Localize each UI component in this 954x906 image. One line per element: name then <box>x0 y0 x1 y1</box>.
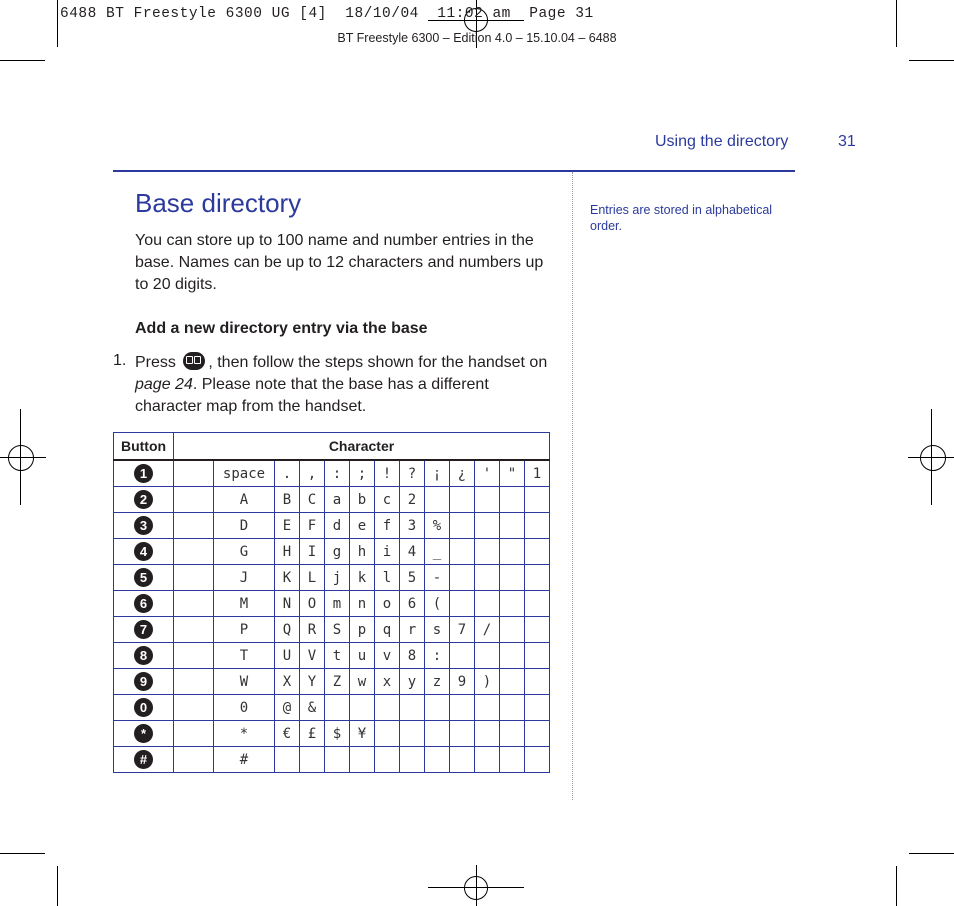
print-slug: 6488 BT Freestyle 6300 UG [4] 18/10/04 11:02 am Page 31 <box>60 6 594 22</box>
step-text-middle: , then follow the steps shown for the handset on <box>208 354 548 371</box>
character-cell <box>350 747 375 773</box>
character-cell: p <box>350 617 375 643</box>
character-cell <box>450 513 475 539</box>
table-row <box>114 487 550 513</box>
keypad-key-icon: 0 <box>134 698 153 717</box>
keypad-key-icon: 4 <box>134 542 153 561</box>
keypad-key-icon: 8 <box>134 646 153 665</box>
character-cell: 6 <box>400 591 425 617</box>
page-title: Base directory <box>135 188 302 218</box>
character-cell: O <box>300 591 325 617</box>
button-cell <box>114 487 174 513</box>
character-cell <box>475 487 500 513</box>
side-note: Entries are stored in alphabetical order. <box>590 203 773 233</box>
table-body <box>114 460 550 773</box>
character-cell <box>525 643 550 669</box>
character-cell <box>525 695 550 721</box>
character-cell: # <box>214 747 275 773</box>
character-cell <box>500 643 525 669</box>
table-row <box>114 695 550 721</box>
registration-mark <box>464 876 488 900</box>
character-cell <box>500 747 525 773</box>
crop-mark <box>0 60 45 61</box>
step-text-start: Press <box>135 354 181 371</box>
character-cell: s <box>425 617 450 643</box>
character-cell <box>375 695 400 721</box>
character-cell <box>450 721 475 747</box>
character-cell: m <box>325 591 350 617</box>
keypad-key-icon: 5 <box>134 568 153 587</box>
character-cell: 7 <box>450 617 475 643</box>
character-cell: 9 <box>450 669 475 695</box>
character-cell <box>500 487 525 513</box>
character-cell: W <box>214 669 275 695</box>
button-cell <box>114 460 174 487</box>
crop-mark <box>0 853 45 854</box>
character-cell <box>475 539 500 565</box>
character-cell <box>400 747 425 773</box>
character-cell: U <box>275 643 300 669</box>
character-map-table <box>113 432 550 773</box>
character-cell: I <box>300 539 325 565</box>
character-cell: c <box>375 487 400 513</box>
character-cell <box>350 695 375 721</box>
character-cell <box>525 487 550 513</box>
table-row <box>114 721 550 747</box>
table-row <box>114 513 550 539</box>
character-cell: D <box>214 513 275 539</box>
character-cell <box>425 487 450 513</box>
keypad-key-icon: 3 <box>134 516 153 535</box>
keypad-key-icon: 1 <box>134 464 153 483</box>
section-subheading: Add a new directory entry via the base <box>135 320 428 337</box>
character-cell: T <box>214 643 275 669</box>
spacer-cell <box>174 669 214 695</box>
character-cell <box>325 747 350 773</box>
character-cell: J <box>214 565 275 591</box>
table-row <box>114 539 550 565</box>
character-cell: space <box>214 460 275 487</box>
intro-paragraph: You can store up to 100 name and number entries in the base. Names can be up to 12 characters and numbers up to 20 digits. <box>135 232 544 293</box>
character-cell: ( <box>425 591 450 617</box>
character-cell: / <box>475 617 500 643</box>
crop-mark <box>909 853 954 854</box>
character-cell: j <box>325 565 350 591</box>
character-cell <box>475 747 500 773</box>
character-cell <box>500 591 525 617</box>
character-cell <box>375 721 400 747</box>
character-cell <box>475 695 500 721</box>
button-cell <box>114 643 174 669</box>
character-cell <box>300 747 325 773</box>
spacer-cell <box>174 747 214 773</box>
page-number: 31 <box>838 133 856 150</box>
running-header: Using the directory <box>655 133 789 150</box>
character-cell: % <box>425 513 450 539</box>
table-row <box>114 643 550 669</box>
character-cell: o <box>375 591 400 617</box>
character-cell: w <box>350 669 375 695</box>
spacer-cell <box>174 721 214 747</box>
character-cell: X <box>275 669 300 695</box>
registration-mark <box>8 445 34 471</box>
character-cell <box>425 721 450 747</box>
spacer-cell <box>174 513 214 539</box>
spacer-cell <box>174 643 214 669</box>
character-cell <box>450 643 475 669</box>
character-cell <box>500 695 525 721</box>
button-cell <box>114 539 174 565</box>
character-cell <box>500 669 525 695</box>
edition-line: BT Freestyle 6300 – Edition 4.0 – 15.10.04 – 6488 <box>337 31 617 45</box>
character-cell <box>400 695 425 721</box>
spacer-cell <box>174 591 214 617</box>
character-cell <box>525 721 550 747</box>
button-cell <box>114 513 174 539</box>
character-cell: . <box>275 460 300 487</box>
character-cell: ? <box>400 460 425 487</box>
button-cell <box>114 747 174 773</box>
keypad-key-icon: 7 <box>134 620 153 639</box>
table-row <box>114 669 550 695</box>
spacer-cell <box>174 565 214 591</box>
table-row <box>114 591 550 617</box>
character-cell: A <box>214 487 275 513</box>
spacer-cell <box>174 695 214 721</box>
character-cell: n <box>350 591 375 617</box>
page-reference: page 24 <box>135 376 193 393</box>
character-cell: N <box>275 591 300 617</box>
character-cell <box>325 695 350 721</box>
character-cell <box>500 539 525 565</box>
keypad-key-icon: 2 <box>134 490 153 509</box>
character-cell <box>475 721 500 747</box>
character-cell: r <box>400 617 425 643</box>
character-cell: l <box>375 565 400 591</box>
button-cell <box>114 591 174 617</box>
character-cell: $ <box>325 721 350 747</box>
step-number: 1. <box>113 352 127 369</box>
character-cell <box>425 747 450 773</box>
character-cell: ) <box>475 669 500 695</box>
character-cell: e <box>350 513 375 539</box>
character-cell <box>450 747 475 773</box>
button-cell <box>114 669 174 695</box>
character-cell: @ <box>275 695 300 721</box>
character-cell: R <box>300 617 325 643</box>
character-cell <box>275 747 300 773</box>
character-cell: , <box>300 460 325 487</box>
spacer-cell <box>174 617 214 643</box>
character-cell: 0 <box>214 695 275 721</box>
character-cell: t <box>325 643 350 669</box>
character-cell: C <box>300 487 325 513</box>
character-cell <box>500 513 525 539</box>
character-cell <box>525 565 550 591</box>
character-cell: 2 <box>400 487 425 513</box>
column-header-character: Character <box>174 433 550 461</box>
character-cell <box>450 695 475 721</box>
character-cell: u <box>350 643 375 669</box>
spacer-cell <box>174 460 214 487</box>
column-header-button: Button <box>114 433 174 461</box>
character-cell: Z <box>325 669 350 695</box>
character-cell: y <box>400 669 425 695</box>
character-cell: v <box>375 643 400 669</box>
button-cell <box>114 695 174 721</box>
character-cell: 8 <box>400 643 425 669</box>
step-text <box>135 352 555 418</box>
table-row <box>114 460 550 487</box>
character-cell: f <box>375 513 400 539</box>
directory-book-key-icon <box>183 352 205 370</box>
spacer-cell <box>174 487 214 513</box>
character-cell: ¥ <box>350 721 375 747</box>
character-cell: & <box>300 695 325 721</box>
column-divider <box>572 172 573 800</box>
character-cell: g <box>325 539 350 565</box>
character-cell: q <box>375 617 400 643</box>
character-cell: i <box>375 539 400 565</box>
character-cell <box>400 721 425 747</box>
character-cell <box>475 643 500 669</box>
character-cell: Q <box>275 617 300 643</box>
button-cell <box>114 617 174 643</box>
character-cell <box>475 565 500 591</box>
character-cell: a <box>325 487 350 513</box>
character-cell <box>525 539 550 565</box>
button-cell <box>114 721 174 747</box>
character-cell: M <box>214 591 275 617</box>
character-cell: L <box>300 565 325 591</box>
character-cell: B <box>275 487 300 513</box>
character-cell: x <box>375 669 400 695</box>
character-cell: K <box>275 565 300 591</box>
character-cell: : <box>425 643 450 669</box>
character-cell: € <box>275 721 300 747</box>
table-row <box>114 617 550 643</box>
character-cell: : <box>325 460 350 487</box>
character-cell <box>500 565 525 591</box>
character-cell <box>525 669 550 695</box>
character-cell: V <box>300 643 325 669</box>
step-text-end: . Please note that the base has a different character map from the handset. <box>135 376 489 415</box>
character-cell: G <box>214 539 275 565</box>
character-cell: E <box>275 513 300 539</box>
character-cell: " <box>500 460 525 487</box>
character-cell: H <box>275 539 300 565</box>
character-cell: 4 <box>400 539 425 565</box>
character-cell <box>375 747 400 773</box>
character-cell: z <box>425 669 450 695</box>
table-row <box>114 747 550 773</box>
character-cell: 5 <box>400 565 425 591</box>
character-cell <box>475 591 500 617</box>
character-cell: - <box>425 565 450 591</box>
character-cell: ¿ <box>450 460 475 487</box>
character-cell: ¡ <box>425 460 450 487</box>
crop-mark <box>896 866 897 906</box>
character-cell <box>500 721 525 747</box>
character-cell: ! <box>375 460 400 487</box>
keypad-key-icon: 6 <box>134 594 153 613</box>
character-cell <box>425 695 450 721</box>
character-cell <box>450 539 475 565</box>
crop-mark <box>57 866 58 906</box>
character-cell: b <box>350 487 375 513</box>
table-header-row <box>114 433 550 461</box>
spacer-cell <box>174 539 214 565</box>
character-cell <box>475 513 500 539</box>
registration-mark <box>920 445 946 471</box>
character-cell <box>525 617 550 643</box>
header-rule <box>113 170 795 172</box>
character-cell <box>525 747 550 773</box>
character-cell: 1 <box>525 460 550 487</box>
character-cell: £ <box>300 721 325 747</box>
character-cell: ' <box>475 460 500 487</box>
character-cell <box>450 487 475 513</box>
button-cell <box>114 565 174 591</box>
table-row <box>114 565 550 591</box>
character-cell: _ <box>425 539 450 565</box>
character-cell <box>525 513 550 539</box>
character-cell: h <box>350 539 375 565</box>
keypad-key-icon: * <box>134 724 153 743</box>
character-cell: F <box>300 513 325 539</box>
keypad-key-icon: # <box>134 750 153 769</box>
crop-mark <box>909 60 954 61</box>
character-cell <box>525 591 550 617</box>
character-cell: P <box>214 617 275 643</box>
character-cell: ; <box>350 460 375 487</box>
character-cell: S <box>325 617 350 643</box>
character-cell: * <box>214 721 275 747</box>
character-cell: 3 <box>400 513 425 539</box>
keypad-key-icon: 9 <box>134 672 153 691</box>
character-cell <box>450 591 475 617</box>
character-cell <box>450 565 475 591</box>
character-cell: d <box>325 513 350 539</box>
character-cell: Y <box>300 669 325 695</box>
character-cell <box>500 617 525 643</box>
character-cell: k <box>350 565 375 591</box>
